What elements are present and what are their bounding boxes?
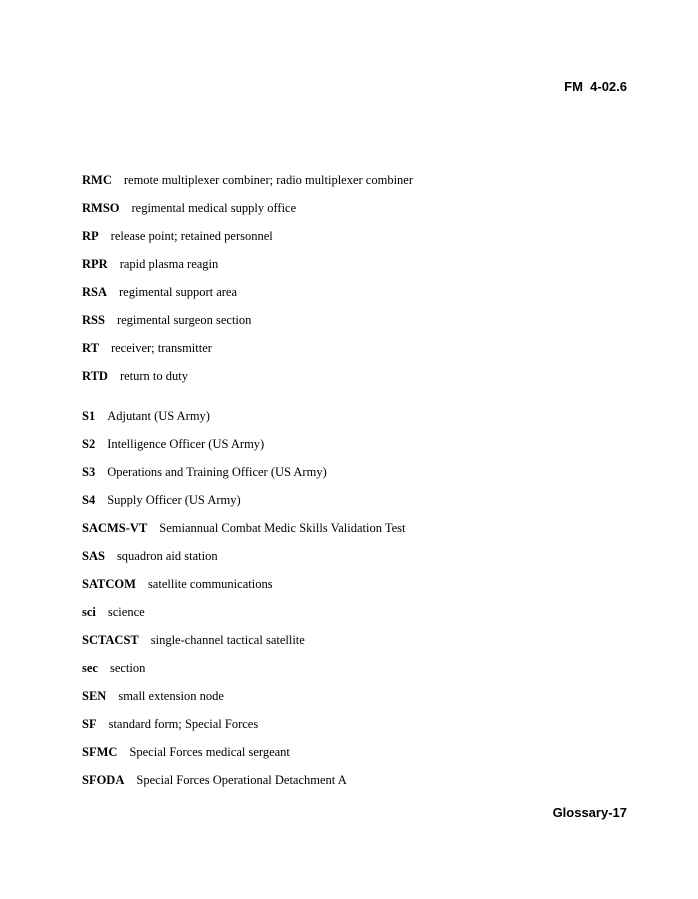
glossary-term: S4 [82,493,96,507]
glossary-definition: satellite communications [147,577,273,591]
glossary-entry [82,256,413,284]
glossary-definition: Operations and Training Officer (US Army) [107,465,327,479]
glossary-term: SAS [82,549,105,563]
glossary-entry [82,520,406,548]
glossary-term: RTD [82,369,108,383]
glossary-term: SF [82,717,97,731]
glossary-definition: Special Forces Operational Detachment A [136,773,347,787]
glossary-definition: regimental surgeon section [116,313,252,327]
glossary-term: RP [82,229,99,243]
glossary-term: S1 [82,409,96,423]
glossary-entry [82,716,406,744]
glossary-definition: section [109,661,146,675]
glossary-definition: single-channel tactical satellite [150,633,305,647]
glossary-definition: Adjutant (US Army) [107,409,210,423]
glossary-entry [82,576,406,604]
glossary-term: SFMC [82,745,118,759]
glossary-definition: rapid plasma reagin [119,257,219,271]
glossary-term: RPR [82,257,108,271]
glossary-entry [82,200,413,228]
glossary-term: RMC [82,173,112,187]
glossary-term: sci [82,605,96,619]
glossary-definition: small extension node [118,689,224,703]
glossary-entry [82,436,406,464]
glossary-term: SACMS-VT [82,521,148,535]
glossary-entry [82,660,406,688]
glossary-definition: Intelligence Officer (US Army) [107,437,265,451]
glossary-definition: regimental support area [119,285,238,299]
glossary-definition: release point; retained personnel [110,229,273,243]
glossary-section-r [82,172,413,396]
glossary-term: SCTACST [82,633,139,647]
glossary-term: S2 [82,437,96,451]
glossary-definition: return to duty [119,369,188,383]
glossary-entry [82,688,406,716]
page-number-footer: Glossary-17 [552,805,627,820]
glossary-entry [82,548,406,576]
glossary-entry [82,464,406,492]
glossary-term: sec [82,661,98,675]
glossary-definition: science [107,605,145,619]
glossary-section-s [82,408,406,800]
glossary-definition: receiver; transmitter [110,341,212,355]
glossary-term: S3 [82,465,96,479]
glossary-definition: Semiannual Combat Medic Skills Validation Test [159,521,406,535]
glossary-entry [82,228,413,256]
glossary-entry [82,408,406,436]
glossary-entry [82,492,406,520]
glossary-entry [82,312,413,340]
glossary-entry [82,632,406,660]
glossary-term: RMSO [82,201,120,215]
glossary-term: RSA [82,285,108,299]
document-id-header: FM 4-02.6 [564,79,627,94]
glossary-entry [82,368,413,396]
glossary-entry [82,284,413,312]
glossary-term: SEN [82,689,107,703]
glossary-term: SATCOM [82,577,136,591]
glossary-entry [82,172,413,200]
glossary-entry [82,744,406,772]
glossary-term: SFODA [82,773,125,787]
glossary-definition: Special Forces medical sergeant [129,745,290,759]
glossary-entry [82,340,413,368]
glossary-definition: regimental medical supply office [131,201,297,215]
glossary-definition: squadron aid station [116,549,218,563]
glossary-definition: standard form; Special Forces [108,717,259,731]
glossary-definition: Supply Officer (US Army) [107,493,241,507]
glossary-term: RSS [82,313,105,327]
glossary-definition: remote multiplexer combiner; radio multiplexer combiner [123,173,414,187]
glossary-term: RT [82,341,99,355]
glossary-entry [82,604,406,632]
glossary-entry [82,772,406,800]
